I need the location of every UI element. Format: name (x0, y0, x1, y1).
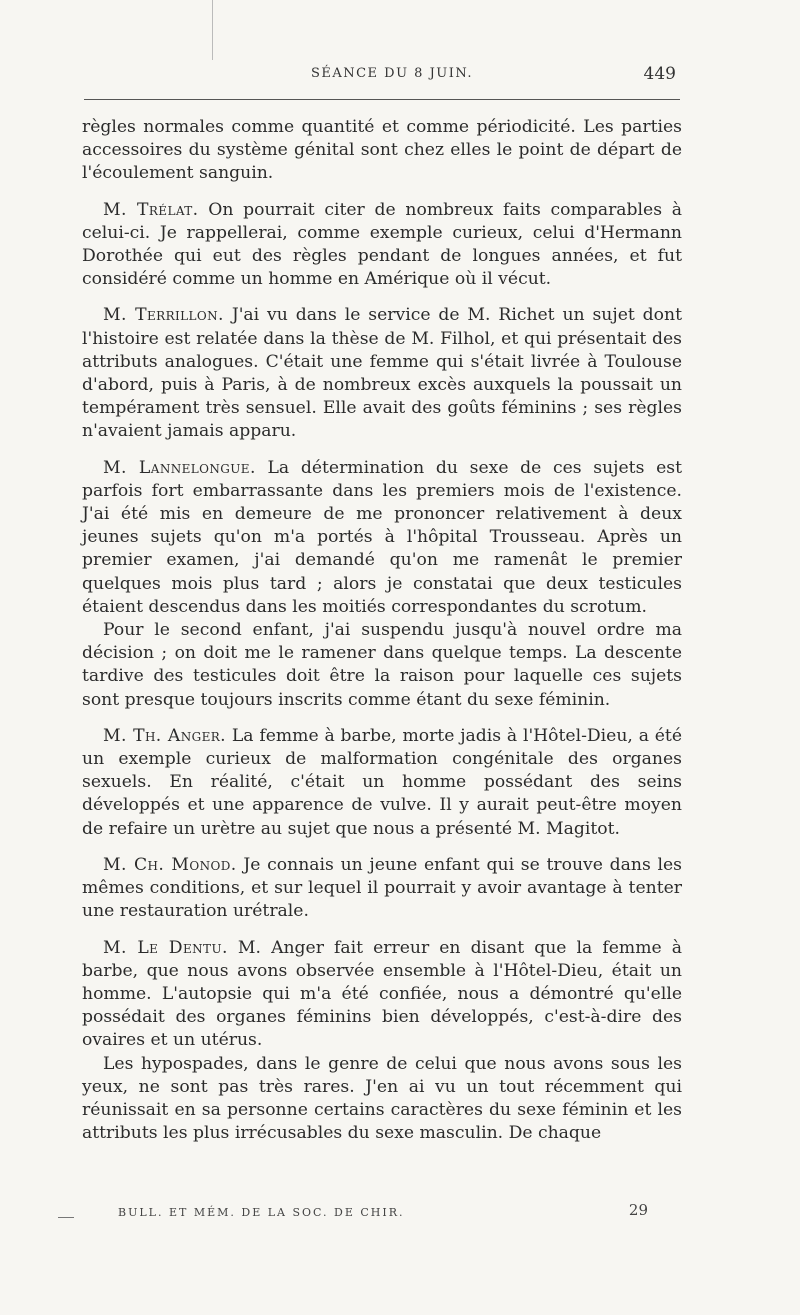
speaker-name: M. Lannelongue. (103, 457, 256, 478)
paragraph-text: On pourrait citer de nombreux faits comparables à celui-ci. Je rappellerai, comme exemple curieux, celui d'Hermann Dorothée qui eut des règles pendant de longues années, et fut considéré comme un homme en Amérique où il vécut. (82, 199, 683, 290)
paragraph-text: La femme à barbe, morte jadis à l'Hôtel-Dieu, a été un exemple curieux de malformation congénitale des organes sexuels. En réalité, c'était un homme possédant des seins développés et une apparence de vulve. Il y aurait peut-être moyen de refaire un urètre au sujet que nous a présenté M. Magitot. (82, 725, 683, 839)
speaker-name: M. Ch. Monod. (103, 854, 237, 875)
paragraph-text: La détermination du sexe de ces sujets est parfois fort embarrassante dans les premiers mois de l'existence. J'ai été mis en demeure de me prononcer relativement à deux jeunes sujets qu'on m'a portés à l'hôpital Trousseau. Après un premier examen, j'ai demandé qu'on me ramenât le premier quelques mois plus tard ; alors je constatai que deux testicules étaient descendus dans les moitiés correspondantes du scrotum. (82, 457, 682, 617)
paragraph-le-dentu (82, 937, 682, 1053)
speaker-name: M. Th. Anger. (103, 725, 227, 746)
running-head: SÉANCE DU 8 JUIN. (310, 66, 474, 81)
body-text (82, 116, 682, 1145)
paragraph-terrillon (82, 304, 682, 443)
margin-mark (58, 1217, 74, 1218)
bulletin-title: BULL. ET MÉM. DE LA SOC. DE CHIR. (118, 1206, 405, 1219)
paragraph-anger (82, 725, 682, 841)
paragraph-text: J'ai vu dans le service de M. Richet un sujet dont l'histoire est relatée dans la thèse de M. Filhol, et qui présentait des attributs analogues. C'était une femme qui s'était livrée à Toulouse d'abord, puis à Paris, à de nombreux excès auxquels la poussait un tempérament très sensuel. Elle avait des goûts féminins ; ses règles n'avaient jamais apparu. (82, 305, 682, 442)
header-rule (84, 99, 680, 100)
page-footer (118, 1201, 648, 1226)
paragraph-lannelongue-continued (82, 619, 682, 712)
paragraph-monod (82, 854, 682, 924)
scan-artifact-line (212, 0, 213, 60)
paragraph-text: règles normales comme quantité et comme périodicité. Les parties accessoires du système génital sont chez elles le point de départ de l'écoulement sanguin. (82, 117, 682, 184)
speaker-name: M. Terrillon. (103, 305, 224, 326)
page-number: 449 (643, 64, 676, 84)
paragraph-le-dentu-continued (82, 1053, 682, 1146)
signature-mark: 29 (628, 1201, 648, 1219)
paragraph-continuation (82, 116, 682, 186)
paragraph-text: Les hypospades, dans le genre de celui que nous avons sous les yeux, ne sont pas très rares. J'en ai vu un tout récemment qui réunissait en sa personne certains caractères du sexe féminin et les attributs les plus irrécusables du sexe masculin. De chaque (82, 1053, 682, 1144)
paragraph-lannelongue (82, 457, 682, 619)
paragraph-text: Pour le second enfant, j'ai suspendu jusqu'à nouvel ordre ma décision ; on doit me le ramener dans quelque temps. La descente tardive des testicules doit être la raison pour laquelle ces sujets sont presque toujours inscrits comme étant du sexe féminin. (82, 620, 682, 710)
speaker-name: M. Le Dentu. (103, 937, 228, 958)
speaker-name: M. Trélat. (103, 199, 199, 220)
paragraph-text: M. Anger fait erreur en disant que la femme à barbe, que nous avons observée ensemble à l'Hôtel-Dieu, était un homme. L'autopsie qui m'a été confiée, nous a démontré qu'elle possédait des organes féminins bien développés, c'est-à-dire des ovaires et un utérus. (82, 937, 682, 1051)
paragraph-text: Je connais un jeune enfant qui se trouve dans les mêmes conditions, et sur lequel il pourrait y avoir avantage à tenter une restauration urétrale. (82, 854, 683, 922)
page-header (84, 66, 680, 92)
paragraph-trelat (82, 199, 682, 292)
